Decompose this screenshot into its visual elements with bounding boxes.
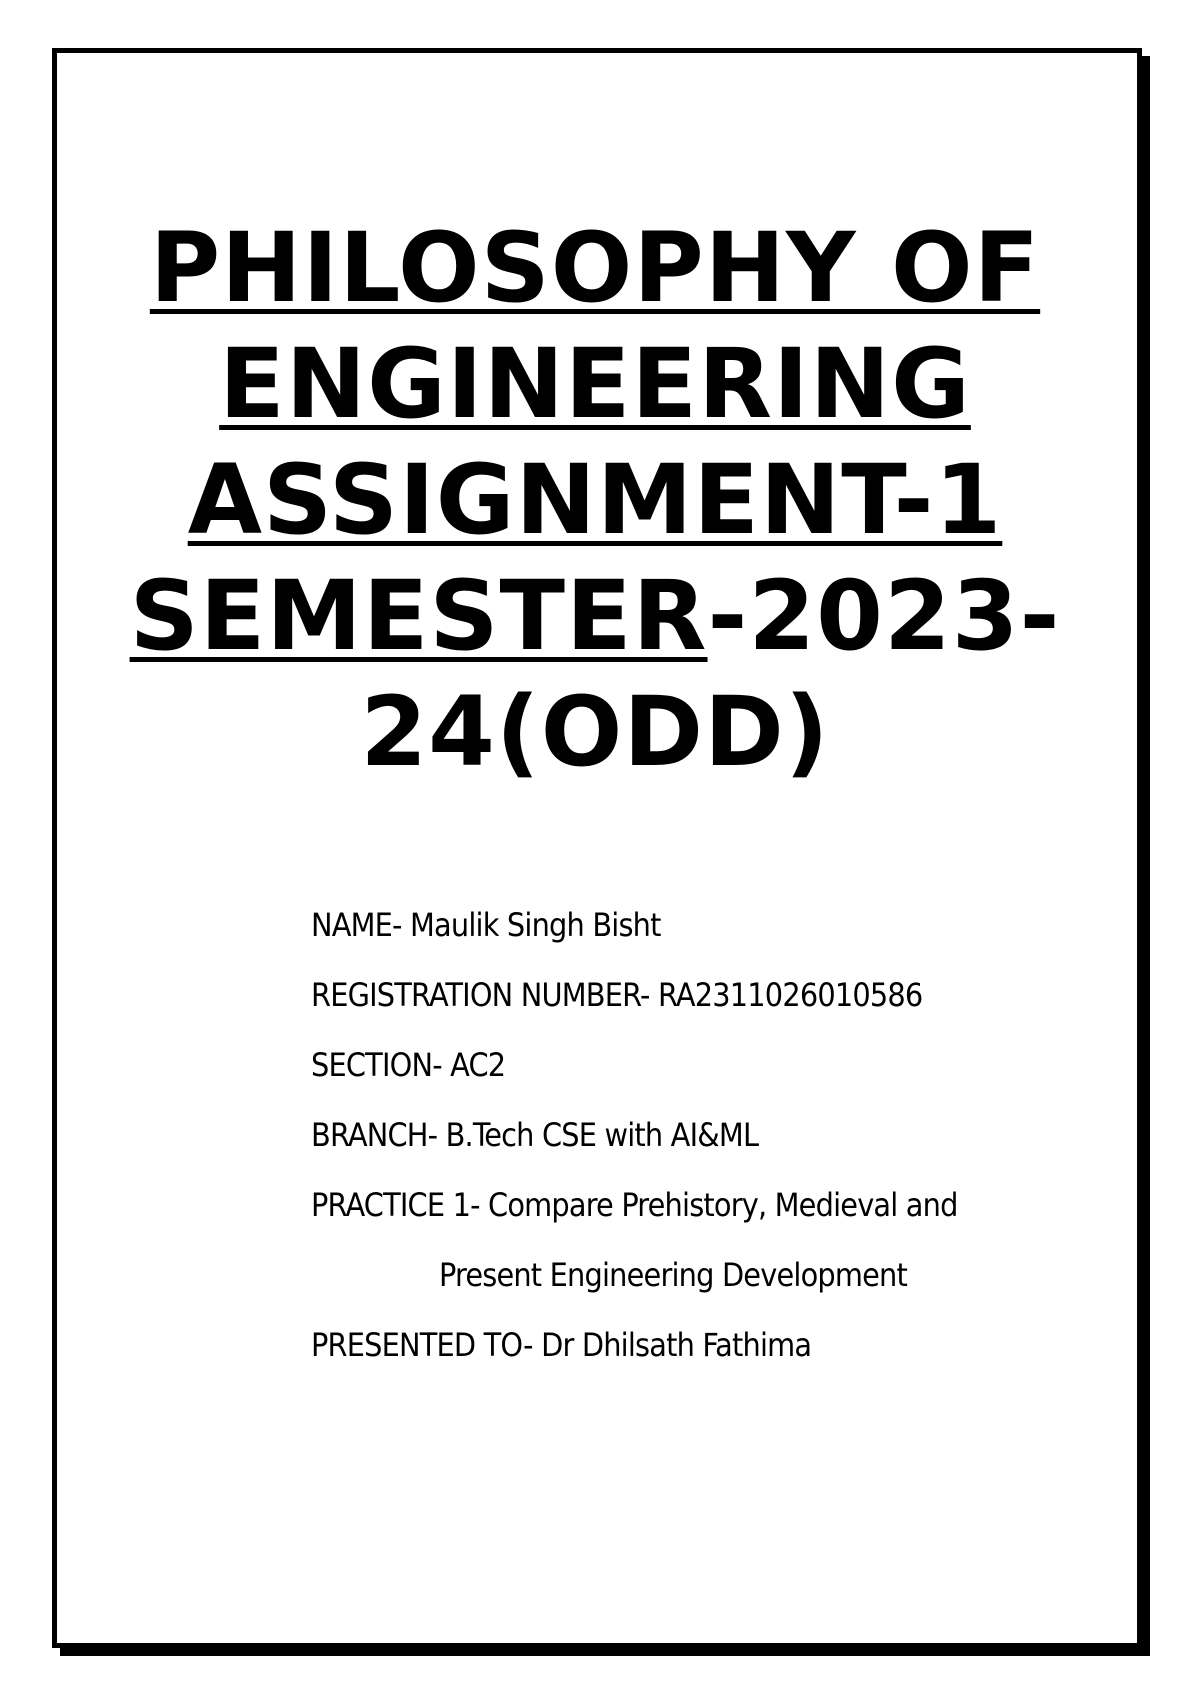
student-details xyxy=(311,905,1131,1395)
title-line-4 xyxy=(60,558,1130,674)
section-line: SECTION- AC2 xyxy=(311,1046,506,1084)
presented-to-line: PRESENTED TO- Dr Dhilsath Fathima xyxy=(311,1326,812,1364)
title-line-5: 24(ODD) xyxy=(360,676,830,788)
document-title xyxy=(60,210,1130,790)
title-line-2: ENGINEERING xyxy=(219,328,971,440)
name-line: NAME- Maulik Singh Bisht xyxy=(311,906,661,944)
title-line-1: PHILOSOPHY OF xyxy=(149,212,1041,324)
registration-line: REGISTRATION NUMBER- RA2311026010586 xyxy=(311,976,923,1014)
branch-line: BRANCH- B.Tech CSE with AI&ML xyxy=(311,1116,759,1154)
title-semester-years: -2023- xyxy=(707,560,1061,672)
title-semester-word: SEMESTER xyxy=(129,560,708,672)
practice-line: PRACTICE 1- Compare Prehistory, Medieval and xyxy=(311,1186,958,1224)
title-line-3: ASSIGNMENT-1 xyxy=(187,444,1003,556)
practice-line-continued: Present Engineering Development xyxy=(439,1256,907,1294)
